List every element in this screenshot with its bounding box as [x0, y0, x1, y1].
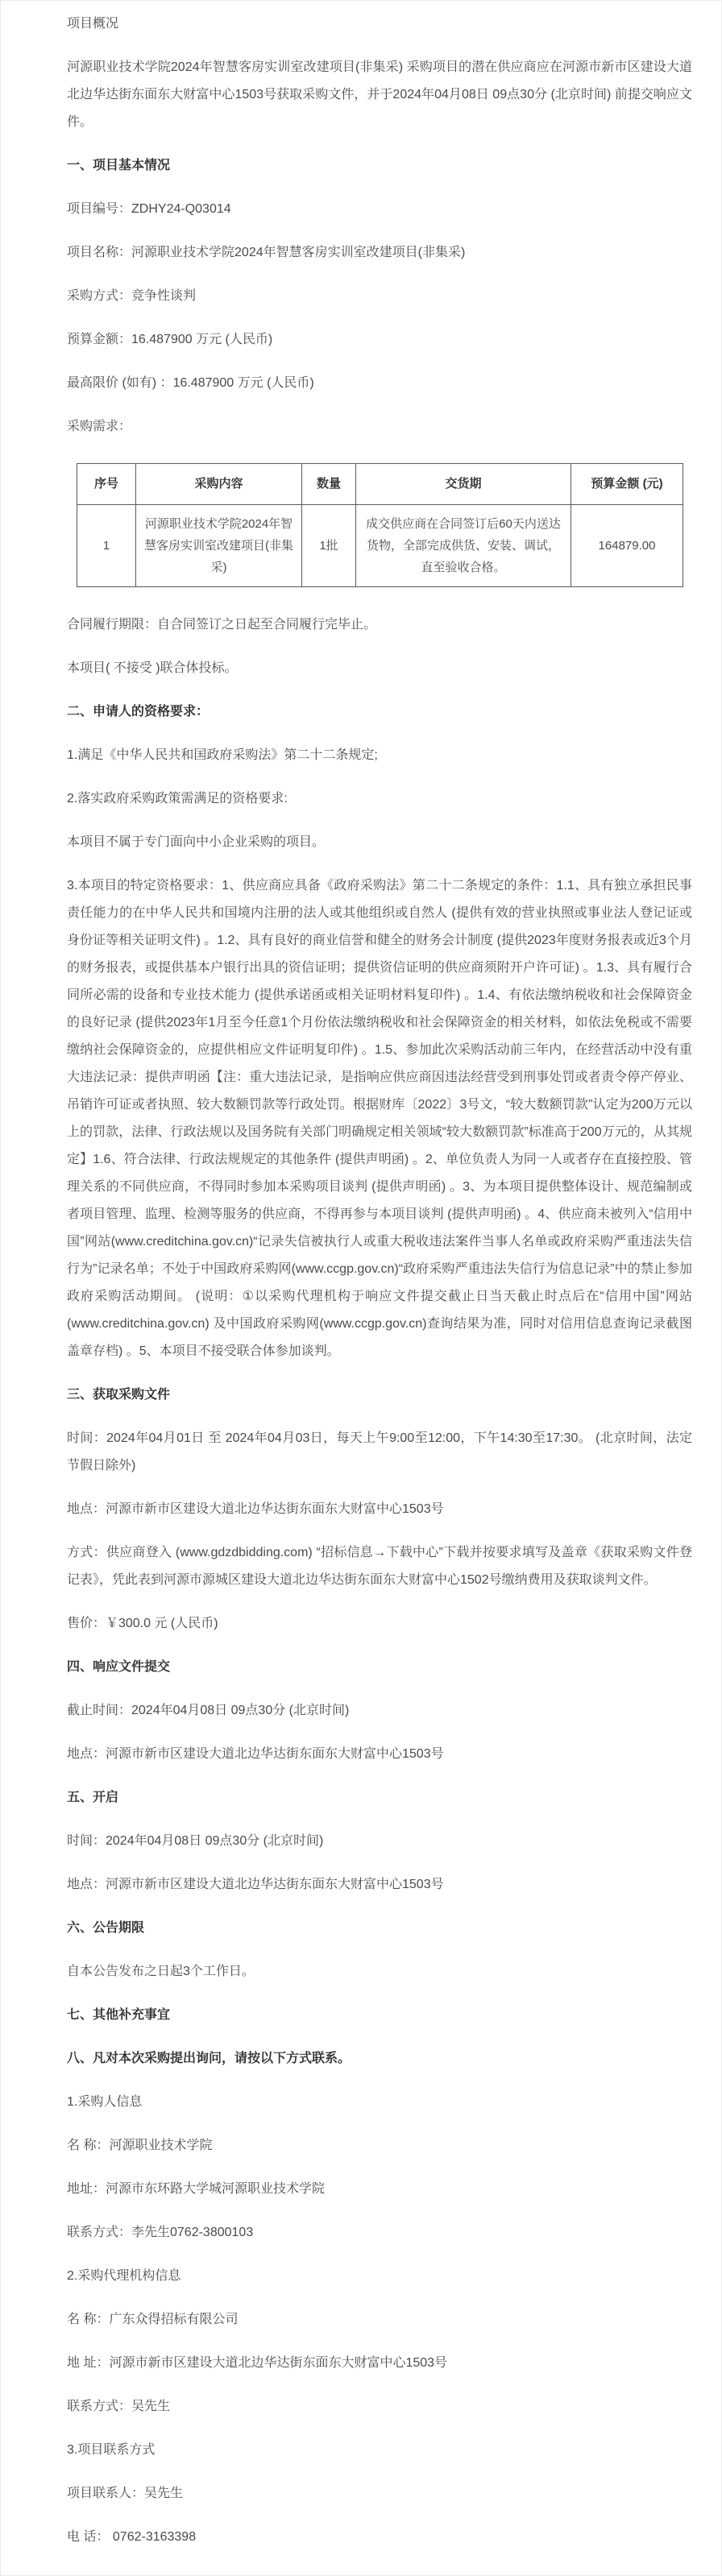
max-price-label: 最高限价 (如有) ：	[67, 376, 173, 390]
project-contact-person-line: 项目联系人：吴先生	[67, 2487, 184, 2500]
qualification-item-2: 2.落实政府采购政策需满足的资格要求:	[67, 792, 288, 806]
project-number-line	[67, 196, 692, 223]
open-place-line: 地点：河源市新市区建设大道北边华达街东面东大财富中心1503号	[67, 1878, 444, 1891]
purchaser-address-line: 地址：河源市东环路大学城河源职业技术学院	[67, 2182, 326, 2196]
contract-period-line: 合同履行期限：自合同签订之日起至合同履行完毕止。	[67, 618, 377, 632]
table-header-budget: 预算金额 (元)	[571, 464, 683, 505]
project-name-value: 河源职业技术学院2024年智慧客房实训室改建项目(非集采)	[131, 246, 466, 259]
submit-deadline-line: 截止时间：2024年04月08日 09点30分 (北京时间)	[67, 1704, 350, 1717]
procurement-method-value: 竞争性谈判	[131, 289, 197, 303]
table-header-seq: 序号	[77, 464, 136, 505]
purchaser-contact-line: 联系方式：李先生0762-3800103	[67, 2226, 254, 2239]
agency-contact-line: 联系方式：吴先生	[67, 2400, 171, 2413]
table-header-content: 采购内容	[136, 464, 302, 505]
agency-info-title: 2.采购代理机构信息	[67, 2269, 181, 2283]
budget-amount-line	[67, 326, 692, 354]
project-name-label: 项目名称：	[67, 246, 132, 259]
consortium-line: 本项目( 不接受 )联合体投标。	[67, 661, 238, 675]
project-name-line	[67, 239, 692, 267]
sme-note: 本项目不属于专门面向中小企业采购的项目。	[67, 835, 326, 849]
budget-amount-value: 16.487900 万元 (人民币)	[131, 333, 273, 346]
doc-place-line: 地点：河源市新市区建设大道北边华达街东面东大财富中心1503号	[67, 1502, 444, 1516]
procurement-method-line	[67, 283, 692, 310]
agency-name-line: 名 称：广东众得招标有限公司	[67, 2313, 239, 2326]
max-price-line	[67, 370, 692, 397]
qualification-item-1: 1.满足《中华人民共和国政府采购法》第二十二条规定;	[67, 748, 378, 762]
doc-method-line: 方式：供应商登入 (www.gdzdbidding.com) “招标信息→下载中心”下载并按要求填写及盖章《获取采购文件登记表》，凭此表到河源市源城区建设大道北边华达街东面东大财富中心1502号缴纳费用及获取谈判文件。	[67, 1546, 692, 1587]
project-contact-phone-line: 电 话： 0762-3163398	[67, 2530, 197, 2544]
table-cell-quantity: 1批	[302, 505, 356, 587]
table-cell-delivery: 成交供应商在合同签订后60天内送达货物，全部完成供货、安装、调试，直至验收合格。	[356, 505, 571, 587]
open-time-line: 时间：2024年04月08日 09点30分 (北京时间)	[67, 1834, 324, 1848]
announcement-period-line: 自本公告发布之日起3个工作日。	[67, 1965, 255, 1978]
budget-amount-label: 预算金额：	[67, 333, 132, 346]
procurement-requirements-table	[77, 463, 683, 587]
section-7-heading: 七、其他补充事宜	[67, 2008, 171, 2022]
procurement-demand-label: 采购需求：	[67, 420, 132, 433]
table-row	[77, 505, 683, 587]
purchaser-info-title: 1.采购人信息	[67, 2095, 143, 2109]
purchaser-name-line: 名 称：河源职业技术学院	[67, 2139, 213, 2152]
doc-price-line: 售价：￥300.0 元 (人民币)	[67, 1617, 218, 1630]
submit-place-line: 地点：河源市新市区建设大道北边华达街东面东大财富中心1503号	[67, 1747, 444, 1761]
table-cell-seq: 1	[77, 505, 136, 587]
project-number-value: ZDHY24-Q03014	[131, 202, 231, 216]
table-header-delivery: 交货期	[356, 464, 571, 505]
project-number-label: 项目编号：	[67, 202, 132, 216]
project-contact-title: 3.项目联系方式	[67, 2443, 156, 2457]
section-5-heading: 五、开启	[67, 1791, 119, 1804]
procurement-method-label: 采购方式：	[67, 289, 132, 303]
doc-time-line: 时间：2024年04月01日 至 2024年04月03日，每天上午9:00至12:00，下午14:30至17:30。 (北京时间，法定节假日除外)	[67, 1431, 692, 1472]
section-8-heading: 八、凡对本次采购提出询问，请按以下方式联系。	[67, 2052, 351, 2065]
agency-address-line: 地 址：河源市新市区建设大道北边华达街东面东大财富中心1503号	[67, 2356, 448, 2370]
section-2-heading: 二、申请人的资格要求：	[67, 705, 210, 719]
section-3-heading: 三、获取采购文件	[67, 1388, 171, 1402]
intro-paragraph: 河源职业技术学院2024年智慧客房实训室改建项目(非集采) 采购项目的潜在供应商应在河源市新市区建设大道北边华达街东面东大财富中心1503号获取采购文件，并于2024年04月08日 09点30分 (北京时间) 前提交响应文件。	[67, 60, 692, 129]
section-4-heading: 四、响应文件提交	[67, 1660, 171, 1674]
section-1-heading: 一、项目基本情况	[67, 159, 171, 172]
table-header-quantity: 数量	[302, 464, 356, 505]
table-cell-content: 河源职业技术学院2024年智慧客房实训室改建项目(非集采)	[136, 505, 302, 587]
page-title: 项目概况	[67, 17, 119, 31]
section-6-heading: 六、公告期限	[67, 1921, 145, 1935]
table-header-row	[77, 464, 683, 505]
specific-qualification-paragraph: 3.本项目的特定资格要求：1、供应商应具备《政府采购法》第二十二条规定的条件：1.1、具有独立承担民事责任能力的在中华人民共和国境内注册的法人或其他组织或自然人 (提供有效的营业执照或事业法人登记证或身份证等相关证明文件) 。1.2、具有良好的商业信誉和健全的财务会计制度 (提供2023年度财务报表或近3个月的财务报表，或提供基本户银行出具的资信证明；提供资信证明的供应商须附开户许可证) 。1.3、具有履行合同所必需的设备和专业技术能力 (提供承诺函或相关证明材料复印件) 。1.4、有依法缴纳税收和社会保障资金的良好记录 (提供2023年1月至今任意1个月份依法缴纳税收和社会保障资金的相关材料，如依法免税或不需要缴纳社会保障资金的，应提供相应文件证明复印件) 。1.5、参加此次采购活动前三年内，在经营活动中没有重大违法记录：提供声明函【注：重大违法记录，是指响应供应商因违法经营受到刑事处罚或者责令停产停业、吊销许可证或者执照、较大数额罚款等行政处罚。根据财库〔2022〕3号文，“较大数额罚款”认定为200万元以上的罚款，法律、行政法规以及国务院有关部门明确规定相关领域“较大数额罚款”标准高于200万元的，从其规定】1.6、符合法律、行政法规规定的其他条件 (提供声明函) 。2、单位负责人为同一人或者存在直接控股、管理关系的不同供应商，不得同时参加本采购项目谈判 (提供声明函) 。3、为本项目提供整体设计、规范编制或者项目管理、监理、检测等服务的供应商，不得再参与本项目谈判 (提供声明函) 。4、供应商未被列入“信用中国”网站(www.creditchina.gov.cn)“记录失信被执行人或重大税收违法案件当事人名单或政府采购严重违法失信行为”记录名单；不处于中国政府采购网(www.ccgp.gov.cn)“政府采购严重违法失信行为信息记录”中的禁止参加政府采购活动期间。 (说明：①以采购代理机构于响应文件提交截止日当天截止时点后在“信用中国”网站 (www.creditchina.gov.cn) 及中国政府采购网(www.ccgp.gov.cn)查询结果为准，同时对信用信息查询记录截图盖章存档) 。5、本项目不接受联合体参加谈判。	[67, 879, 692, 1358]
max-price-value: 16.487900 万元 (人民币)	[172, 376, 314, 390]
table-cell-budget: 164879.00	[571, 505, 683, 587]
